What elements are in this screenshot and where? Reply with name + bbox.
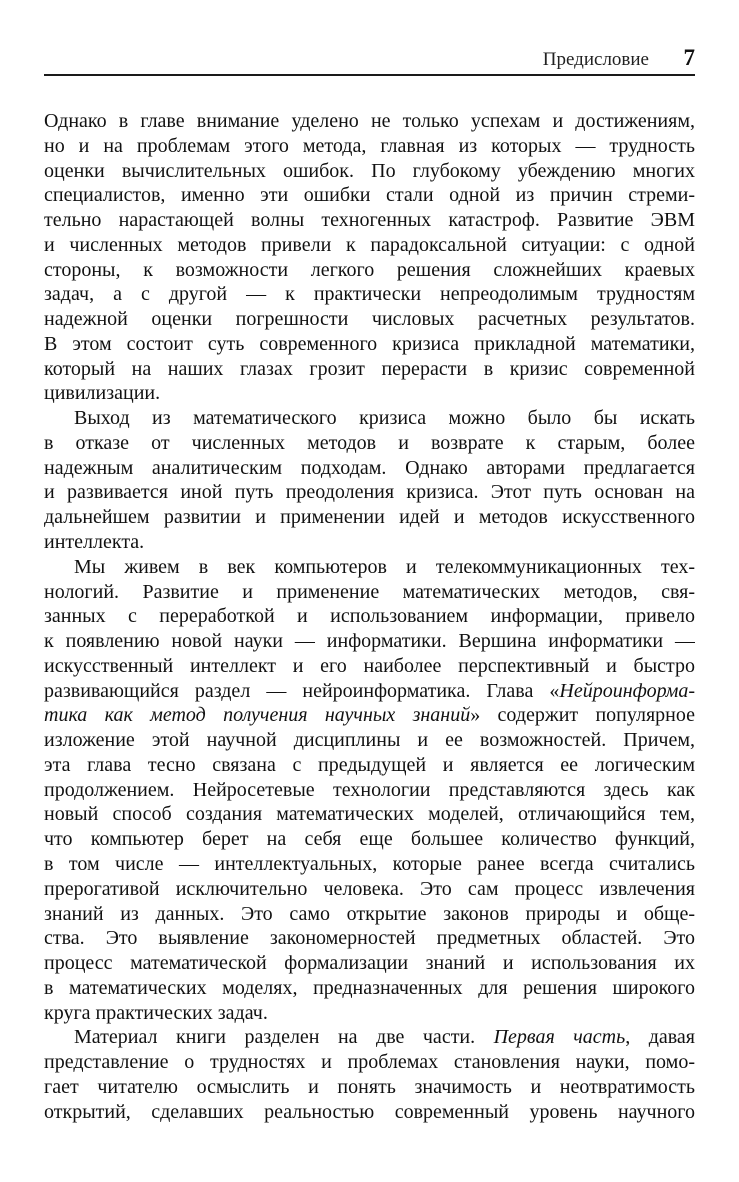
text-line: круга практических задач. <box>44 1001 268 1024</box>
text-run: развивающийся раздел — нейроинформатика. Глава « <box>44 679 560 702</box>
text-line: надежной оценки погрешности числовых расчетных результатов. <box>44 308 695 331</box>
text-line: занных с переработкой и использованием информации, привело <box>44 605 695 628</box>
text-line: оценки вычислительных ошибок. По глубокому убеждению многих <box>44 159 695 182</box>
text-line: Однако в главе внимание уделено не только успехам и достижениям, <box>44 110 695 132</box>
text-line: представление о трудностях и проблемах становления науки, помо- <box>44 1051 695 1074</box>
text-line: задач, а с другой — к практически непреодолимым трудностям <box>44 283 695 306</box>
text-line: изложение этой научной дисциплины и ее возможностей. Причем, <box>44 729 695 752</box>
emphasis-italic: Первая часть <box>493 1026 626 1049</box>
text-line: интеллекта. <box>44 531 145 554</box>
text-line: в том числе — интеллектуальных, которые ранее всегда считались <box>44 852 695 875</box>
text-line: новый способ создания математических моделей, отличающийся тем, <box>44 803 695 826</box>
page-number: 7 <box>683 45 695 70</box>
chapter-title-italic: Нейроинформа- <box>559 679 695 702</box>
text-line: к появлению новой науки — информатики. Вершина информатики — <box>44 630 695 653</box>
header-section-title: Предисловие <box>542 49 649 70</box>
text-line <box>44 703 695 728</box>
text-line: Выход из математического кризиса можно было бы искать <box>74 407 695 430</box>
text-line: цивилизации. <box>44 382 161 405</box>
text-line: гает читателю осмыслить и понять значимость и неотвратимость <box>44 1075 695 1098</box>
text-line: знаний из данных. Это само открытие законов природы и обще- <box>44 902 695 925</box>
text-line <box>44 1025 695 1050</box>
text-line: открытий, сделавших реальностью современный уровень научного <box>44 1100 695 1123</box>
text-line: Мы живем в век компьютеров и телекоммуникационных тех- <box>74 555 695 578</box>
text-line: специалистов, именно эти ошибки стали одной из причин стреми- <box>44 184 695 207</box>
text-line: процесс математической формализации знаний и использования их <box>44 952 695 975</box>
text-line: что компьютер берет на себя еще большее количество функций, <box>44 828 695 851</box>
text-line: В этом состоит суть современного кризиса прикладной математики, <box>44 332 695 355</box>
text-line: прерогативой исключительно человека. Это сам процесс извлечения <box>44 877 695 900</box>
text-line: и численных методов привели к парадоксальной ситуации: с одной <box>44 233 695 256</box>
text-line: нологий. Развитие и применение математических методов, свя- <box>44 580 695 603</box>
text-line: и развивается иной путь преодоления кризиса. Этот путь основан на <box>44 481 695 504</box>
text-line: стороны, к возможности легкого решения сложнейших краевых <box>44 258 695 281</box>
text-line: в математических моделях, предназначенных для решения широкого <box>44 976 695 999</box>
text-line: тельно нарастающей волны техногенных катастроф. Развитие ЭВМ <box>44 209 695 232</box>
text-run: , давая <box>625 1026 695 1049</box>
text-line: ства. Это выявление закономерностей предметных областей. Это <box>44 927 695 950</box>
chapter-title-italic: тика как метод получения научных знаний <box>44 704 471 727</box>
text-run: » содержит популярное <box>470 704 695 727</box>
text-line: продолжением. Нейросетевые технологии представляются здесь как <box>44 778 695 801</box>
text-line: в отказе от численных методов и возврате к старым, более <box>44 431 695 454</box>
page-body <box>44 109 695 1124</box>
running-header <box>44 44 695 76</box>
text-line: искусственный интеллект и его наиболее перспективный и быстро <box>44 654 695 677</box>
text-line <box>44 679 695 704</box>
text-run: Материал книги разделен на две части. <box>74 1026 494 1049</box>
text-line: эта глава тесно связана с предыдущей и является ее логическим <box>44 753 695 776</box>
text-line: дальнейшем развитии и применении идей и методов искусственного <box>44 506 695 529</box>
text-line: но и на проблемам этого метода, главная из которых — трудность <box>44 134 695 157</box>
text-line: который на наших глазах грозит перерасти в кризис современной <box>44 357 695 380</box>
text-line: надежным аналитическим подходам. Однако авторами предлагается <box>44 456 695 479</box>
